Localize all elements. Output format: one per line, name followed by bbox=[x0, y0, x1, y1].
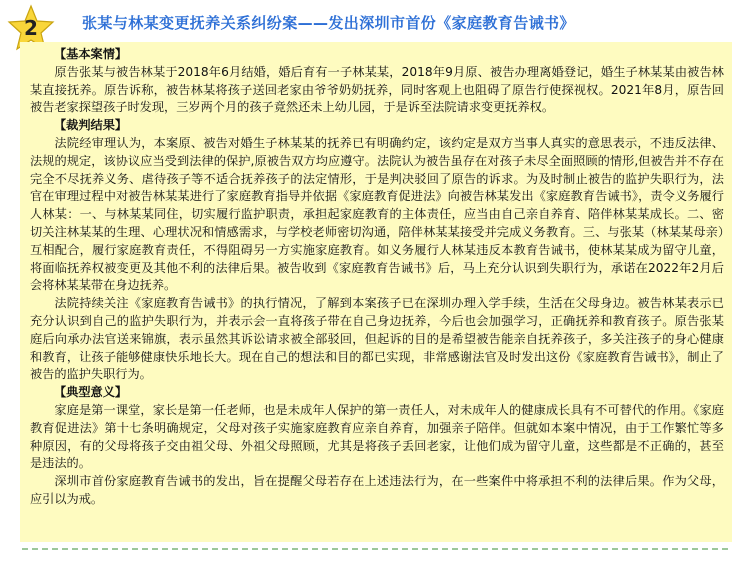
paragraph-judgment-1: 法院经审理认为，本案原、被告对婚生子林某某的抚养已有明确约定，该约定是双方当事人真实的意思表示，不违反法律、法规的规定，该协议应当受到法律的保护,原被告双方均应遵守。法院认为被告虽存在对孩子未尽全面照顾的情形,但被告并不存在完全不尽抚养义务、虐待孩子等不适合抚养孩子的法定情形，于是判决驳回了原告的诉求。为及时制止被告的监护失职行为，法官在审理过程中对被告林某某进行了家庭教育指导并依据《家庭教育促进法》向被告林某发出《家庭教育告诫书》，责令义务履行人林某：一、与林某某同住，切实履行监护职责，承担起家庭教育的主体责任，应当由自己亲自养育、陪伴林某某成长。二、密切关注林某某的生理、心理状况和情感需求，与学校老师密切沟通，陪伴林某某接受并完成义务教育。三、与张某（林某某母亲）互相配合，履行家庭教育责任，不得阻碍另一方实施家庭教育。如义务履行人林某违反本教育告诫书，使林某某成为留守儿童，将面临抚养权被变更及其他不利的法律后果。被告收到《家庭教育告诫书》后，马上充分认识到失职行为，承诺在2022年2月后会将林某某带在身边抚养。 bbox=[30, 135, 724, 293]
section-heading-judgment: 【裁判结果】 bbox=[54, 118, 128, 133]
section-heading-significance: 【典型意义】 bbox=[54, 385, 128, 400]
paragraph-significance-2: 深圳市首份家庭教育告诫书的发出，旨在提醒父母若存在上述违法行为，在一些案件中将承担不利的法律后果。作为父母，应引以为戒。 bbox=[30, 474, 724, 506]
section-heading-basic-facts: 【基本案情】 bbox=[54, 47, 128, 61]
slide-number: 2 bbox=[24, 16, 38, 40]
paragraph-basic-facts: 原告张某与被告林某于2018年6月结婚，婚后育有一子林某某，2018年9月原、被告办理离婚登记，婚生子林某某由被告林某直接抚养。原告诉称，被告林某将孩子送回老家由爷爷奶奶抚养，同时客观上也阻碍了原告行使探视权。2021年8月，原告回被告老家探望孩子时发现，三岁两个月的孩子竟然还未上幼儿园，于是诉至法院请求变更抚养权。 bbox=[30, 64, 724, 115]
paragraph-significance-1: 家庭是第一课堂，家长是第一任老师，也是未成年人保护的第一责任人，对未成年人的健康成长具有不可替代的作用。《家庭教育促进法》第十七条明确规定，父母对孩子实施家庭教育应亲自养育，加强亲子陪伴。但就如本案中情况，由于工作繁忙等多种原因，有的父母将孩子交由祖父母、外祖父母照顾，尤其是将孩子丢回老家，让他们成为留守儿童，这些都是不正确的，甚至是违法的。 bbox=[30, 402, 724, 471]
page-title: 张某与林某变更抚养关系纠纷案——发出深圳市首份《家庭教育告诫书》 bbox=[82, 14, 575, 32]
paragraph-judgment-2: 法院持续关注《家庭教育告诫书》的执行情况，了解到本案孩子已在深圳办理入学手续，生活在父母身边。被告林某表示已充分认识到自己的监护失职行为，并表示会一直将孩子带在自己身边抚养，今后也会加强学习，正确抚养和教育孩子。原告张某庭后向承办法官送来锦旗，表示虽然其诉讼请求被全部驳回，但起诉的目的是希望被告能亲自抚养孩子，多关注孩子的身心健康和教育，让孩子能够健康快乐地长大。现在自己的想法和目的都已实现，非常感谢法官及时发出这份《家庭教育告诫书》，制止了被告的监护失职行为。 bbox=[30, 296, 724, 382]
bottom-divider bbox=[22, 548, 728, 550]
content-box bbox=[20, 42, 732, 542]
